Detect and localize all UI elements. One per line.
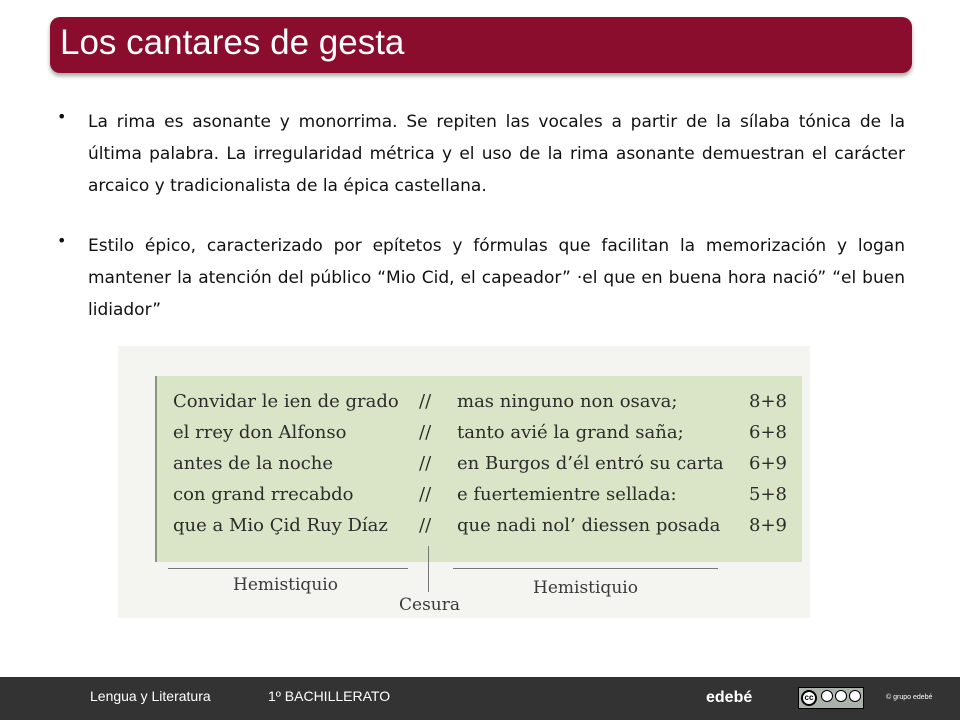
- label-caesura: Cesura: [399, 595, 461, 615]
- slide-title: Los cantares de gesta: [60, 23, 405, 62]
- second-hemistich: e fuertemientre sellada:: [457, 484, 677, 505]
- second-hemistich: que nadi nol’ diessen posada: [457, 515, 721, 536]
- meter-count: 6+9: [749, 453, 787, 474]
- sa-icon: [849, 690, 861, 702]
- verse-row: [157, 484, 802, 511]
- brand-logo: edebé: [706, 689, 753, 706]
- footer-copyright: © grupo edebé: [886, 694, 933, 701]
- first-hemistich: el rrey don Alfonso: [173, 422, 347, 443]
- verse-row: [157, 515, 802, 542]
- first-hemistich: antes de la noche: [173, 453, 334, 474]
- hemistich-left-line: [168, 568, 408, 569]
- verse-figure: [118, 346, 810, 618]
- first-hemistich: con grand rrecabdo: [173, 484, 354, 505]
- verse-row: [157, 422, 802, 449]
- caesura-mark: //: [419, 515, 432, 536]
- first-hemistich: Convidar le ien de grado: [173, 391, 399, 412]
- caesura-line: [428, 546, 429, 592]
- first-hemistich: que a Mio Çid Ruy Díaz: [173, 515, 388, 536]
- caesura-mark: //: [419, 484, 432, 505]
- second-hemistich: en Burgos d’él entró su carta: [457, 453, 724, 474]
- title-bar: [50, 17, 912, 73]
- meter-count: 6+8: [749, 422, 787, 443]
- verse-table: [155, 376, 802, 562]
- label-hemistich-left: Hemistiquio: [233, 575, 338, 595]
- bullet-item: [57, 230, 905, 326]
- footer-course: Lengua y Literatura: [90, 688, 211, 704]
- label-hemistich-right: Hemistiquio: [533, 578, 638, 598]
- caesura-mark: //: [419, 422, 432, 443]
- caesura-mark: //: [419, 453, 432, 474]
- hemistich-right-line: [453, 568, 718, 569]
- caesura-mark: //: [419, 391, 432, 412]
- by-icon: [821, 690, 833, 702]
- verse-row: [157, 453, 802, 480]
- bullet-marker: •: [57, 231, 67, 250]
- bullet-item: [57, 106, 905, 202]
- footer-bar: [0, 677, 960, 720]
- footer-level: 1º BACHILLERATO: [268, 688, 391, 704]
- cc-license-icon: [798, 687, 864, 709]
- meter-count: 8+8: [749, 391, 787, 412]
- nc-icon: [835, 690, 847, 702]
- second-hemistich: mas ninguno non osava;: [457, 391, 678, 412]
- meter-count: 5+8: [749, 484, 787, 505]
- cc-icon: cc: [801, 690, 817, 706]
- meter-count: 8+9: [749, 515, 787, 536]
- bullet-text: Estilo épico, caracterizado por epítetos y fórmulas que facilitan la memorización y logan mantener la atención del público “Mio Cid, el capeador” ·el que en buena hora nació” “el buen lidiador”: [88, 236, 905, 320]
- bullet-marker: •: [57, 107, 67, 126]
- second-hemistich: tanto avié la grand saña;: [457, 422, 684, 443]
- bullet-text: La rima es asonante y monorrima. Se repiten las vocales a partir de la sílaba tónica de la última palabra. La irregularidad métrica y el uso de la rima asonante demuestran el carácter arcaico y tradicionalista de la épica castellana.: [88, 112, 905, 196]
- bullet-list: [57, 106, 905, 354]
- verse-row: [157, 391, 802, 418]
